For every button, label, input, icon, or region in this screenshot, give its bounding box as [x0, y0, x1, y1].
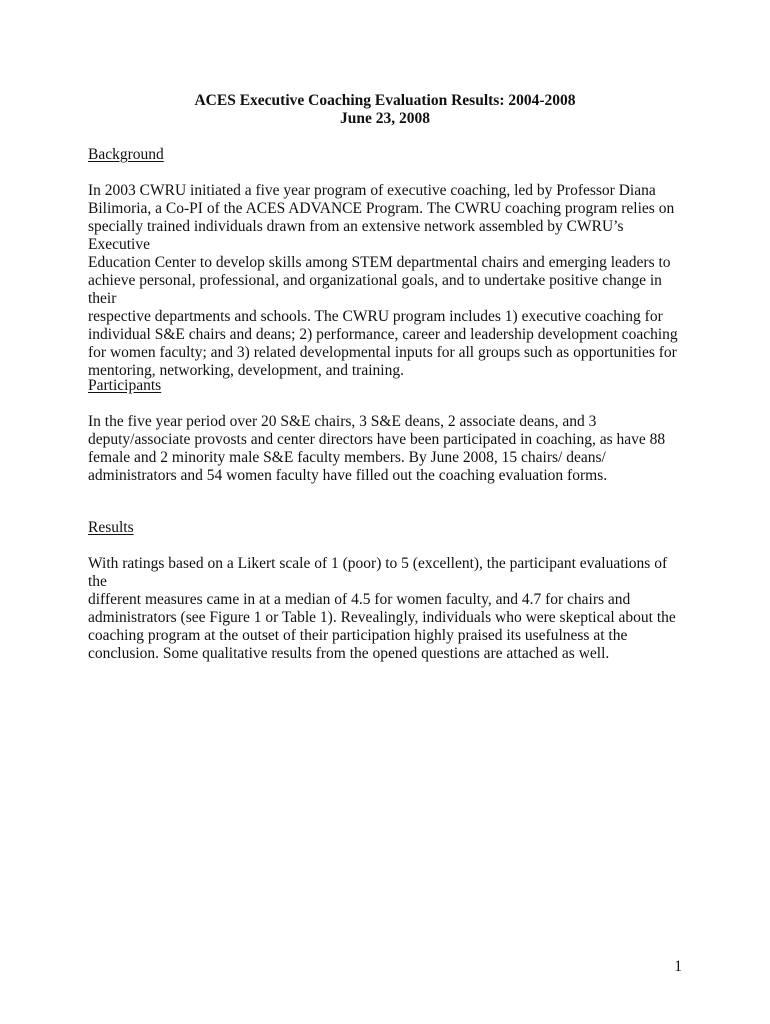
participants-paragraph: In the five year period over 20 S&E chairs, 3 S&E deans, 2 associate deans, and 3 deputy/associate provosts and center directors have been participated in coaching, as have 88 female and 2 minority male S&E faculty members. By June 2008, 15 chairs/ deans/ administrators and 54 women faculty have filled out the coaching evaluation forms. — [88, 413, 666, 484]
results-heading: Results — [88, 519, 134, 536]
background-heading: Background — [88, 146, 164, 163]
page-number: 1 — [674, 958, 682, 975]
document-date: June 23, 2008 — [340, 110, 430, 127]
document-title: ACES Executive Coaching Evaluation Results: 2004-2008 — [194, 92, 576, 109]
title-block — [0, 92, 770, 128]
results-paragraph: With ratings based on a Likert scale of 1 (poor) to 5 (excellent), the participant evaluations of the different measures came in at a median of 4.5 for women faculty, and 4.7 for chairs and administrators (see Figure 1 or Table 1). Revealingly, individuals who were skeptical about the coaching program at the outset of their participation highly praised its usefulness at the conclusion. Some qualitative results from the opened questions are attached as well. — [88, 555, 676, 662]
background-paragraph: In 2003 CWRU initiated a five year program of executive coaching, led by Professor Diana Bilimoria, a Co-PI of the ACES ADVANCE Program. The CWRU coaching program relies on specially trained individuals drawn from an extensive network assembled by CWRU’s Executive Education Center to develop skills among STEM departmental chairs and emerging leaders to achieve personal, professional, and organizational goals, and to undertake positive change in their respective departments and schools. The CWRU program includes 1) executive coaching for individual S&E chairs and deans; 2) performance, career and leadership development coaching for women faculty; and 3) related developmental inputs for all groups such as opportunities for mentoring, networking, development, and training. — [88, 182, 678, 379]
participants-heading: Participants — [88, 377, 162, 394]
